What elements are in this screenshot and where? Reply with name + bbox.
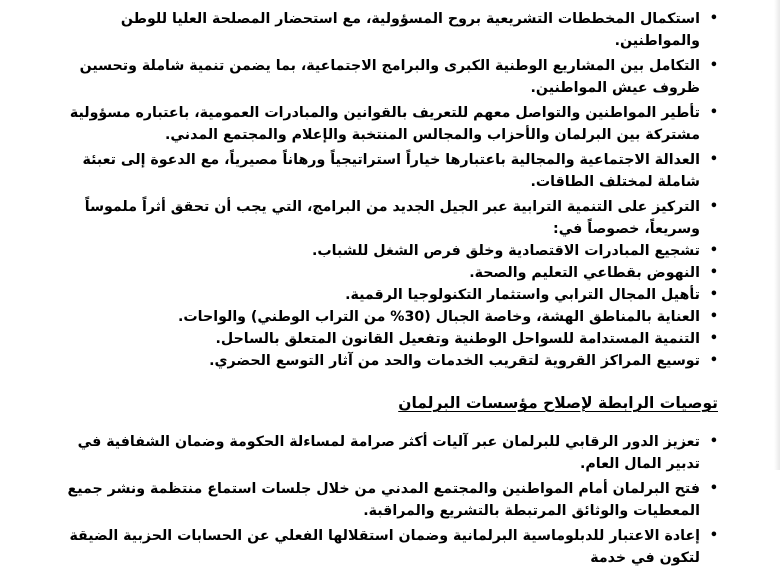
list-item: • إعادة الاعتبار للدبلوماسية البرلمانية وضمان استقلالها الفعلي عن الحسابات الحزبية الضيقة لتكون في خدمة — [40, 525, 718, 569]
bullet-icon: • — [709, 528, 718, 543]
list-item: • العناية بالمناطق الهشة، وخاصة الجبال (30% من التراب الوطني) والواحات. — [40, 306, 718, 328]
bullet-icon: • — [709, 287, 718, 302]
recommendations-list — [40, 431, 718, 569]
bullet-icon: • — [709, 58, 718, 73]
bullet-icon: • — [709, 434, 718, 449]
bullet-icon: • — [709, 481, 718, 496]
list-item: • تشجيع المبادرات الاقتصادية وخلق فرص الشغل للشباب. — [40, 240, 718, 262]
list-item: • تعزيز الدور الرقابي للبرلمان عبر آليات أكثر صرامة لمساءلة الحكومة وضمان الشفافية في تدبير المال العام. — [40, 431, 718, 475]
list-item: • التنمية المستدامة للسواحل الوطنية وتفعيل القانون المتعلق بالساحل. — [40, 328, 718, 350]
bullet-icon: • — [709, 265, 718, 280]
list-item: • التكامل بين المشاريع الوطنية الكبرى والبرامج الاجتماعية، بما يضمن تنمية شاملة وتحسين ظروف عيش المواطنين. — [40, 55, 718, 99]
list-item: • التركيز على التنمية الترابية عبر الجيل الجديد من البرامج، التي يجب أن تحقق أثراً ملموساً وسريعاً، خصوصاً في: — [40, 196, 718, 240]
section-heading: توصيات الرابطة لإصلاح مؤسسات البرلمان — [398, 394, 718, 412]
list-item: • النهوض بقطاعي التعليم والصحة. — [40, 262, 718, 284]
priorities-list — [40, 8, 718, 372]
bullet-icon: • — [709, 353, 718, 368]
list-item: • فتح البرلمان أمام المواطنين والمجتمع المدني من خلال جلسات استماع منتظمة ونشر جميع المعطيات والوثائق المرتبطة بالتشريع والمراقبة. — [40, 478, 718, 522]
bullet-icon: • — [709, 309, 718, 324]
list-item: • العدالة الاجتماعية والمجالية باعتبارها خياراً استراتيجياً ورهاناً مصيرياً، مع الدعوة إلى تعبئة شاملة لمختلف الطاقات. — [40, 149, 718, 193]
list-item: • توسيع المراكز القروية لتقريب الخدمات والحد من آثار التوسع الحضري. — [40, 350, 718, 372]
list-item: • تأهيل المجال الترابي واستثمار التكنولوجيا الرقمية. — [40, 284, 718, 306]
bullet-icon: • — [709, 243, 718, 258]
bullet-icon: • — [709, 152, 718, 167]
bullet-icon: • — [709, 199, 718, 214]
page-edge-shadow — [774, 0, 780, 470]
bullet-icon: • — [709, 11, 718, 26]
bullet-icon: • — [709, 105, 718, 120]
bullet-icon: • — [709, 331, 718, 346]
list-item: • تأطير المواطنين والتواصل معهم للتعريف بالقوانين والمبادرات العمومية، باعتباره مسؤولية مشتركة بين البرلمان والأحزاب والمجالس المنتخبة والإعلام والمجتمع المدني. — [40, 102, 718, 146]
document-content — [40, 8, 718, 569]
list-item: • استكمال المخططات التشريعية بروح المسؤولية، مع استحضار المصلحة العليا للوطن والمواطنين. — [40, 8, 718, 52]
